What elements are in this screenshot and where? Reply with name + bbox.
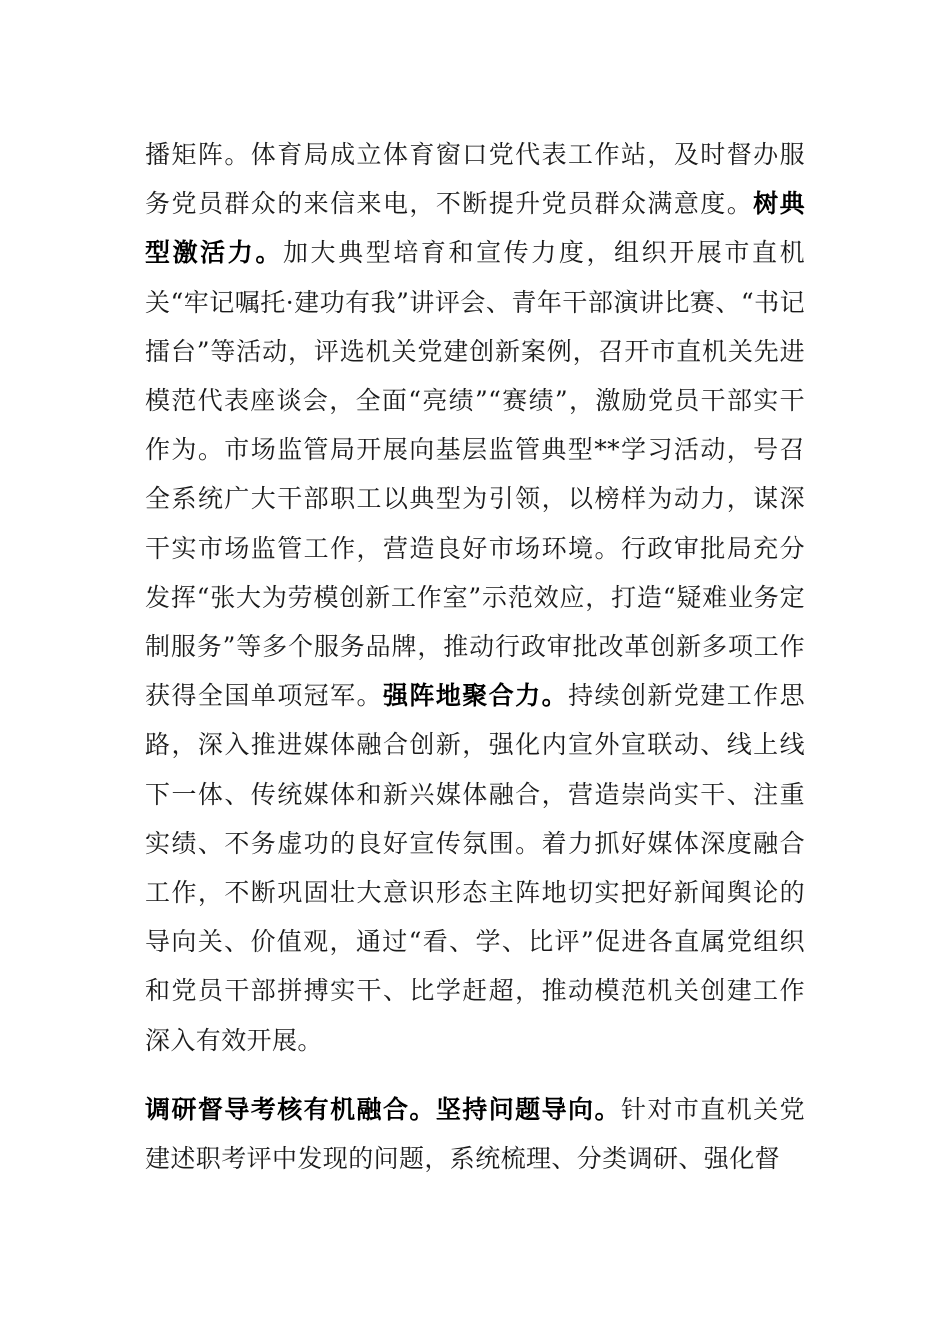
paragraph-1-run-1: 播矩阵。体育局成立体育窗口党代表工作站，及时督办服务党员群众的来信来电，不断提升党员群众满意度。 (145, 140, 805, 219)
heading-wenti-daoxiang: 坚持问题导向。 (435, 1095, 621, 1124)
heading-shudianxing: 树典型激活力。 (145, 189, 805, 268)
paragraph-1-run-5: 持续创新党建工作思路，深入推进媒体融合创新，强化内宣外宣联动、线上线下一体、传统媒体和新兴媒体融合，营造崇尚实干、注重实绩、不务虚功的良好宣传氛围。着力抓好媒体深度融合工作，不断巩固壮大意识形态主阵地切实把好新闻舆论的导向关、价值观，通过“看、学、比评”促进各直属党组织和党员干部拼搏实干、比学赶超，推动模范机关创建工作深入有效开展。 (145, 681, 805, 1055)
paragraph-1-run-3: 加大典型培育和宣传力度，组织开展市直机关“牢记嘱托·建功有我”讲评会、青年干部演讲比赛、“书记擂台”等活动，评选机关党建创新案例，召开市直机关先进模范代表座谈会，全面“亮绩”“赛绩”，激励党员干部实干作为。市场监管局开展向基层监管典型**学习活动，号召全系统广大干部职工以典型为引领，以榜样为动力，谋深干实市场监管工作，营造良好市场环境。行政审批局充分发挥“张大为劳模创新工作室”示范效应，打造“疑难业务定制服务”等多个服务品牌，推动行政审批改革创新多项工作获得全国单项冠军。 (145, 238, 805, 711)
heading-qiangzhendi: 强阵地聚合力。 (382, 681, 569, 711)
paragraph-2 (145, 1085, 805, 1183)
paragraph-1 (145, 130, 805, 1065)
heading-diaoyan: 调研督导考核有机融合。 (145, 1095, 436, 1124)
paragraph-2-run-3: 针对市直机关党建述职考评中发现的问题，系统梳理、分类调研、强化督 (145, 1095, 805, 1174)
